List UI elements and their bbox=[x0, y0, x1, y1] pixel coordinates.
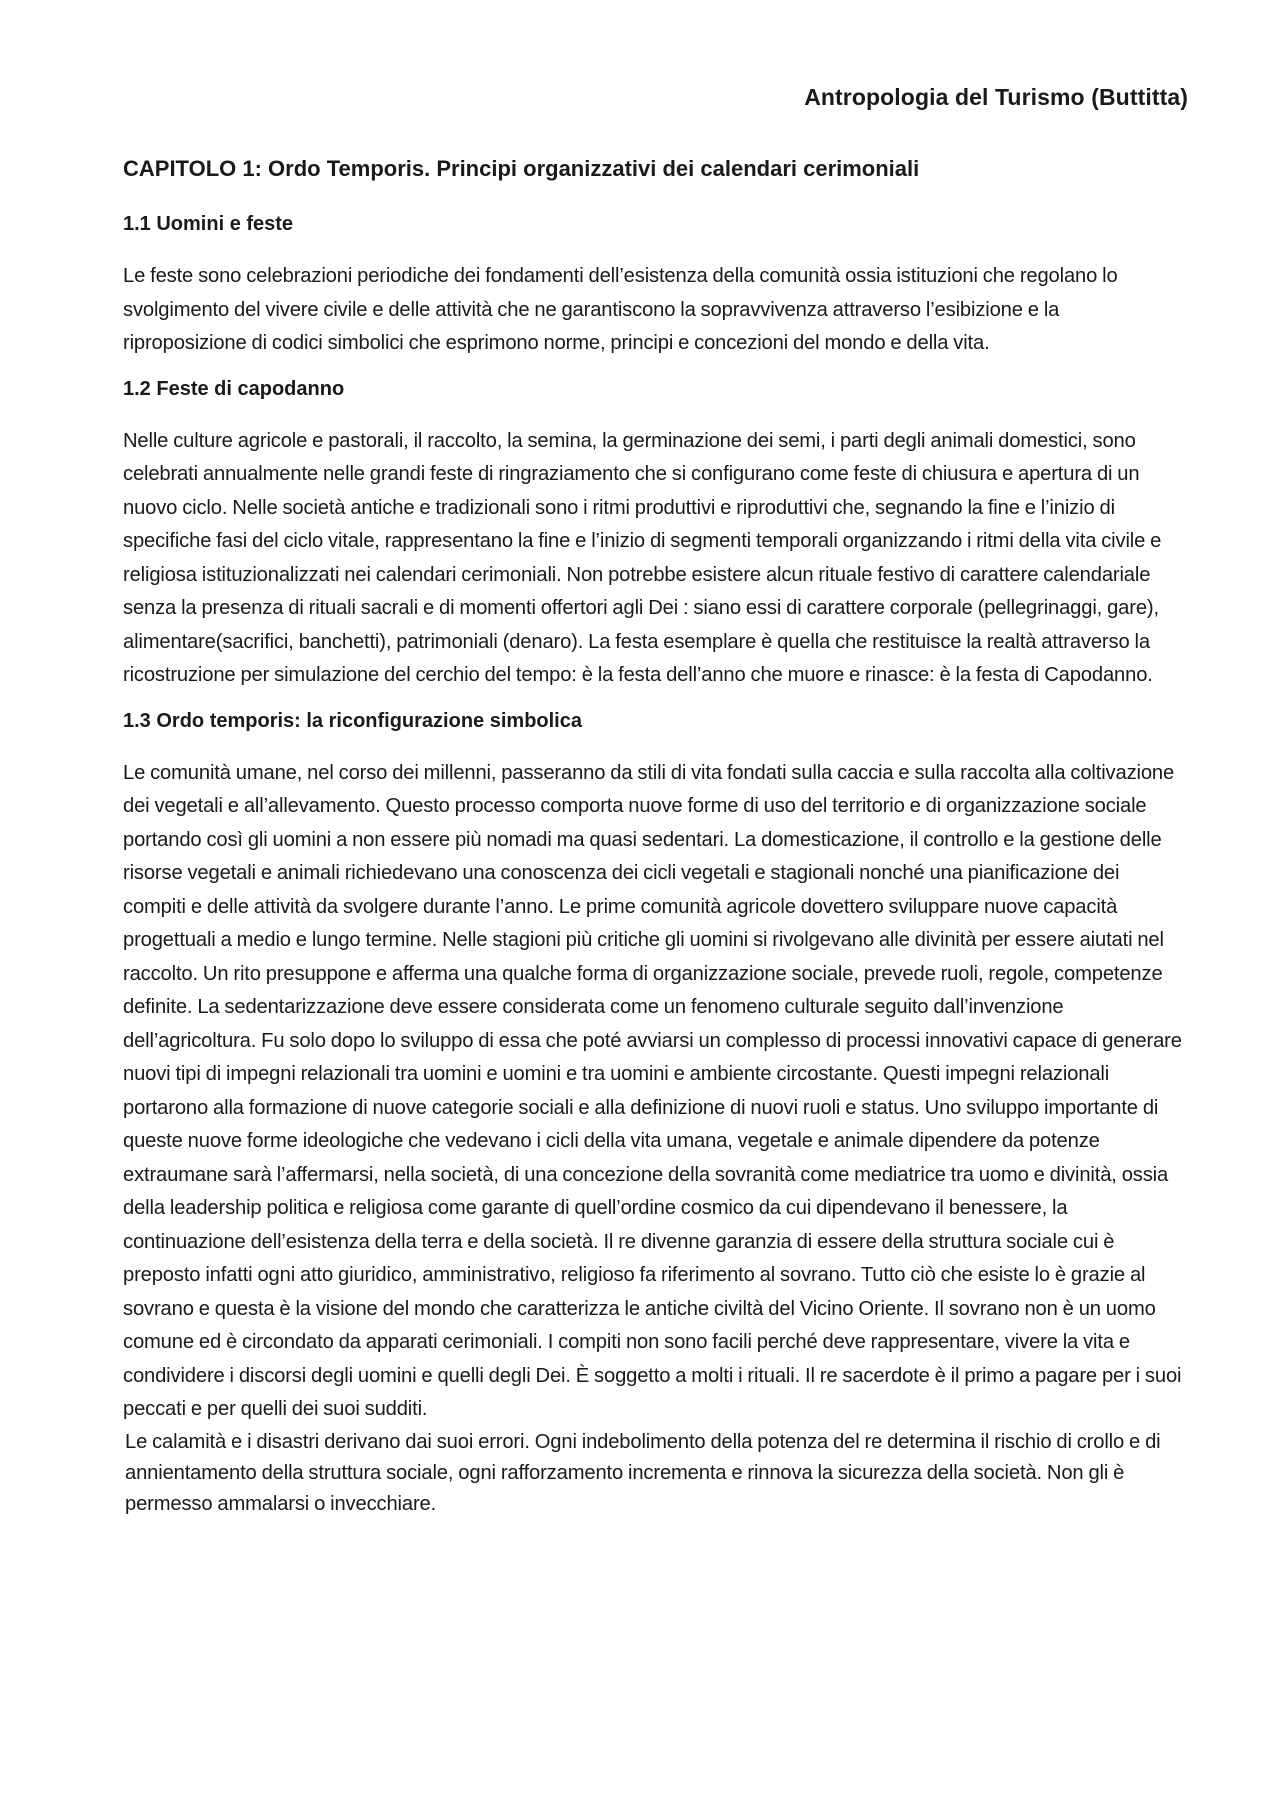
paragraph: Nelle culture agricole e pastorali, il raccolto, la semina, la germinazione dei semi, i parti degli animali domestici, sono celebrati annualmente nelle grandi feste di ringraziamento che si configurano come feste di chiusura e apertura di un nuovo ciclo. Nelle società antiche e tradizionali sono i ritmi produttivi e riproduttivi che, segnando la fine e l’inizio di specifiche fasi del ciclo vitale, rappresentano la fine e l’inizio di segmenti temporali organizzando i ritmi della vita civile e religiosa istituzionalizzati nei calendari cerimoniali. Non potrebbe esistere alcun rituale festivo di carattere calendariale senza la presenza di rituali sacrali e di momenti offertori agli Dei : siano essi di carattere corporale (pellegrinaggi, gare), alimentare(sacrifici, banchetti), patrimoniali (denaro). La festa esemplare è quella che restituisce la realtà attraverso la ricostruzione per simulazione del cerchio del tempo: è la festa dell’anno che muore e rinasce: è la festa di Capodanno. bbox=[123, 429, 1162, 686]
section-feste-di-capodanno bbox=[123, 375, 1183, 693]
paragraph: Le calamità e i disastri derivano dai suoi errori. Ogni indebolimento della potenza del re determina il rischio di crollo e di annientamento della struttura sociale, ogni rafforzamento incrementa e rinnova la sicurezza della società. Non gli è permesso ammalarsi o invecchiare. bbox=[125, 1430, 1161, 1515]
chapter-title: CAPITOLO 1: Ordo Temporis. Principi organizzativi dei calendari cerimoniali bbox=[123, 156, 920, 181]
document-body bbox=[123, 210, 1183, 1534]
section-heading: 1.1 Uomini e feste bbox=[123, 213, 294, 235]
section-heading: 1.3 Ordo temporis: la riconfigurazione simbolica bbox=[123, 709, 582, 732]
section-heading: 1.2 Feste di capodanno bbox=[123, 377, 345, 400]
paragraph: Le comunità umane, nel corso dei millenni, passeranno da stili di vita fondati sulla caccia e sulla raccolta alla coltivazione dei vegetali e all’allevamento. Questo processo comporta nuove forme di uso del territorio e di organizzazione sociale portando così gli uomini a non essere più nomadi ma quasi sedentari. La domesticazione, il controllo e la gestione delle risorse vegetali e animali richiedevano una conoscenza dei cicli vegetali e stagionali nonché una pianificazione dei compiti e delle attività da svolgere durante l’anno. Le prime comunità agricole dovettero sviluppare nuove capacità progettuali a medio e lungo termine. Nelle stagioni più critiche gli uomini si rivolgevano alle divinità per essere aiutati nel raccolto. Un rito presuppone e afferma una qualche forma di organizzazione sociale, prevede ruoli, regole, competenze definite. La sedentarizzazione deve essere considerata come un fenomeno culturale seguito dall’invenzione dell’agricoltura. Fu solo dopo lo sviluppo di essa che poté avviarsi un complesso di processi innovativi capace di generare nuovi tipi di impegni relazionali tra uomini e uomini e tra uomini e ambiente circostante. Questi impegni relazionali portarono alla formazione di nuove categorie sociali e alla definizione di nuovi ruoli e status. Uno sviluppo importante di queste nuove forme ideologiche che vedevano i cicli della vita umana, vegetale e animale dipendere da potenze extraumane sarà l’affermarsi, nella società, di una concezione della sovranità come mediatrice tra uomo e divinità, ossia della leadership politica e religiosa come garante di quell’ordine cosmico da cui dipendevano il benessere, la continuazione dell’esistenza della terra e della società. Il re divenne garanzia di essere della struttura sociale cui è preposto infatti ogni atto giuridico, amministrativo, religioso fa riferimento al sovrano. Tutto ciò che esiste lo è grazie al sovrano e questa è la visione del mondo che caratterizza le antiche civiltà del Vicino Oriente. Il sovrano non è un uomo comune ed è circondato da apparati cerimoniali. I compiti non sono facili perché deve rappresentare, vivere la vita e condividere i discorsi degli uomini e quelli degli Dei. È soggetto a molti i rituali. Il re sacerdote è il primo a pagare per i suoi peccati e per quelli dei suoi sudditi. bbox=[123, 761, 1182, 1420]
section-ordo-temporis bbox=[123, 707, 1183, 1520]
paragraph: Le feste sono celebrazioni periodiche dei fondamenti dell’esistenza della comunità ossia istituzioni che regolano lo svolgimento del vivere civile e delle attività che ne garantiscono la sopravvivenza attraverso l’esibizione e la riproposizione di codici simbolici che esprimono norme, principi e concezioni del mondo e della vita. bbox=[123, 265, 1118, 354]
running-header: Antropologia del Turismo (Buttitta) bbox=[804, 84, 1188, 110]
section-uomini-e-feste bbox=[123, 210, 1183, 361]
